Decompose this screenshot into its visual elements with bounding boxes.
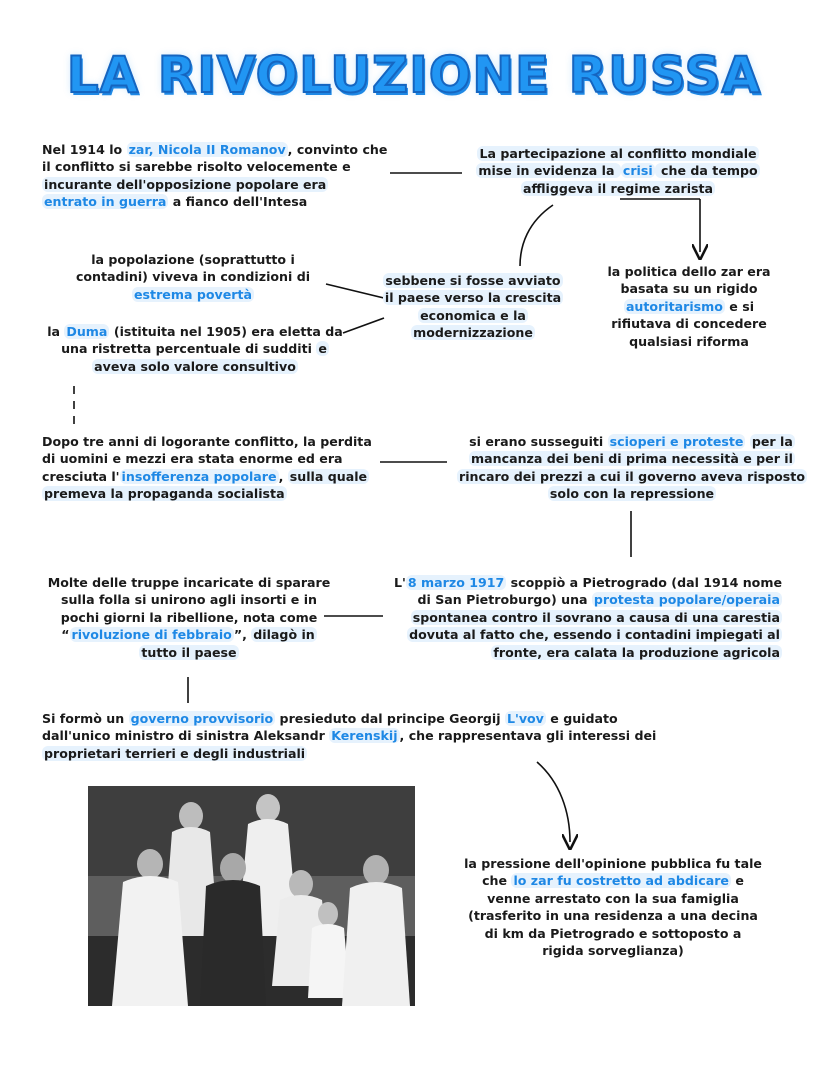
keyword-autoritarismo: autoritarismo xyxy=(625,298,723,314)
text-block-autoritarismo: la politica dello zar era basata su un rigido autoritarismo e si rifiutava di concedere qualsiasi riforma xyxy=(607,264,771,349)
keyword-governo-provvisorio: governo provvisorio xyxy=(130,711,274,726)
keyword-zar-abdica: lo zar fu costretto ad abdicare xyxy=(513,873,729,889)
romanov-family-photo xyxy=(88,786,415,1006)
text-block-poverta: la popolazione (soprattutto i contadini) viveva in condizioni di estrema povertà xyxy=(75,252,311,302)
keyword-entrato-in-guerra: entrato in guerra xyxy=(44,194,167,210)
text-block-8-marzo: L' 8 marzo 1917 scoppiò a Pietrogrado (dal 1914 nome di San Pietroburgo) una protesta popolare/operaia spontanea contro il sovrano a causa di una carestia dovuta al fatto che, essendo i contadini impiegati al fronte, era calata la produzione agricola xyxy=(394,575,782,660)
keyword-estrema-poverta: estrema povertà xyxy=(134,286,252,302)
text-block-rivoluzione-febbraio: Molte delle truppe incaricate di sparare sulla folla si unirono agli insorti e in pochi giorni la ribellione, nota come “ rivoluzione di febbraio ”, dilagò in tutto il paese xyxy=(47,575,331,660)
page-title: LA RIVOLUZIONE RUSSA xyxy=(66,46,762,104)
keyword-protesta-popolare: protesta popolare/operaia xyxy=(593,592,780,608)
connector-b2-b4 xyxy=(520,205,553,266)
keyword-scioperi-proteste: scioperi e proteste xyxy=(609,434,744,449)
arrow-b11-b12 xyxy=(537,762,570,842)
text-block-insofferenza: Dopo tre anni di logorante conflitto, la perdita di uomini e mezzi era stata enorme ed era cresciuta l' insofferenza popolare , sulla quale premeva la propaganda socialista xyxy=(42,434,372,502)
text-block-zar-entra-in-guerra: Nel 1914 lo zar, Nicola II Romanov , convinto che il conflitto si sarebbe risolto velocemente e incurante dell'opposizione popolare era entrato in guerra a fianco dell'Intesa xyxy=(42,142,388,210)
text-block-scioperi: si erano susseguiti scioperi e proteste per la mancanza dei beni di prima necessità e per il rincaro dei prezzi a cui il governo aveva risposto solo con la repressione xyxy=(459,434,805,502)
keyword-zar: zar, Nicola II Romanov xyxy=(128,142,286,157)
keyword-duma: Duma xyxy=(66,324,108,339)
text-block-duma: la Duma (istituita nel 1905) era eletta da una ristretta percentuale di sudditi e aveva solo valore consultivo xyxy=(47,324,343,374)
text-block-abdicazione: la pressione dell'opinione pubblica fu tale che lo zar fu costretto ad abdicare e venne arrestato con la sua famiglia (trasferito in una residenza a una decina di km da Pietrogrado e sottoposto a rigida sorveglianza) xyxy=(464,856,762,959)
connector-b3-b4 xyxy=(326,284,384,298)
keyword-lvov: L'vov xyxy=(506,711,544,726)
keyword-kerenskij: Kerenskij xyxy=(331,728,398,744)
text-block-governo-provvisorio: Si formò un governo provvisorio presieduto dal principe Georgij L'vov e guidato dall'unico ministro di sinistra Aleksandr Kerenskij , che rappresentava gli interessi dei proprietari terrieri e degli industriali xyxy=(42,711,657,761)
text-block-modernizzazione: sebbene si fosse avviato il paese verso la crescita economica e la modernizzazione xyxy=(384,273,562,341)
keyword-crisi: crisi xyxy=(622,163,653,179)
keyword-insofferenza-popolare: insofferenza popolare xyxy=(121,468,277,484)
keyword-rivoluzione-di-febbraio: rivoluzione di febbraio xyxy=(71,627,232,643)
keyword-8-marzo-1917: 8 marzo 1917 xyxy=(407,575,505,590)
text-block-crisi-regime: La partecipazione al conflitto mondiale mise in evidenza la crisi che da tempo affliggeva il regime zarista xyxy=(478,146,758,196)
